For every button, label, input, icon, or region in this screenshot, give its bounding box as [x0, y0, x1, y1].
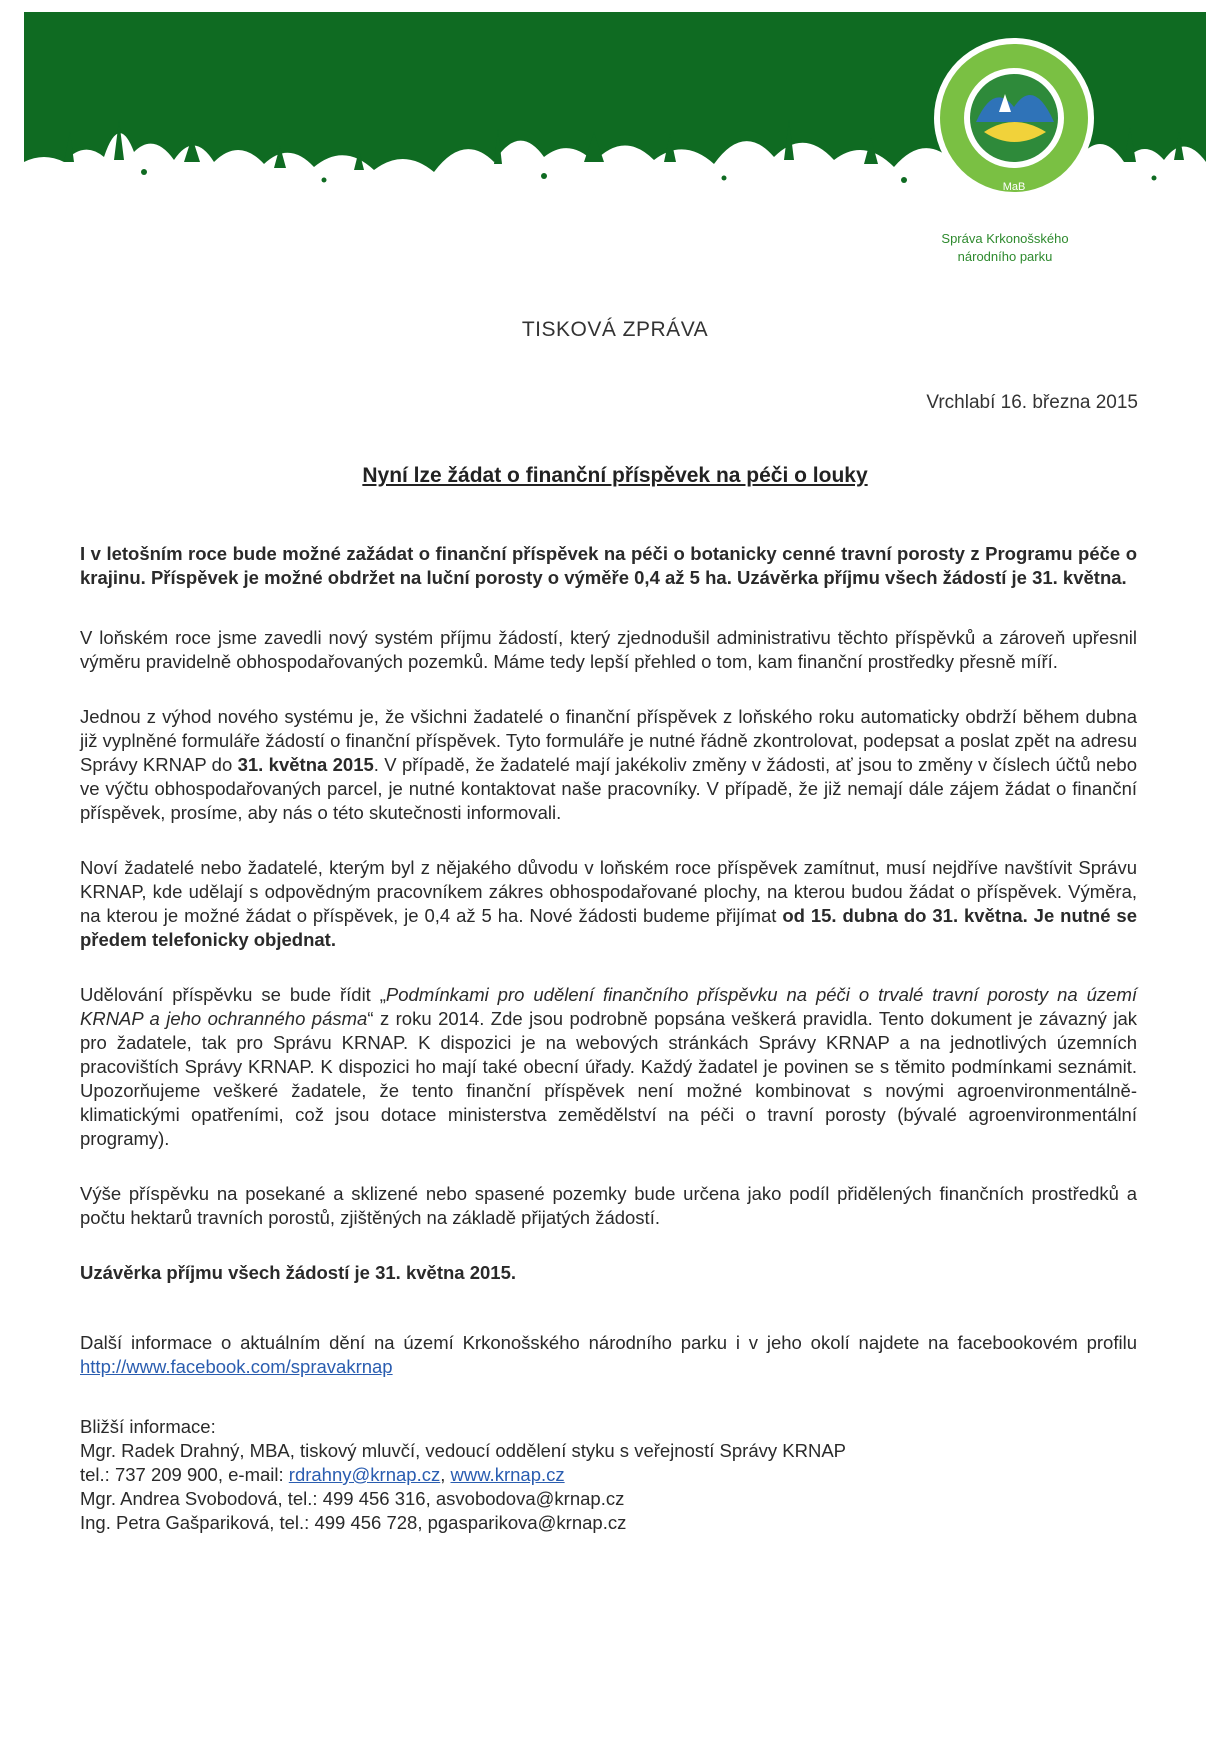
paragraph-2-date: 31. května 2015: [237, 754, 374, 775]
document-title: TISKOVÁ ZPRÁVA: [521, 318, 709, 341]
more-info-paragraph: [80, 1331, 1137, 1379]
paragraph-4: [80, 983, 1137, 1151]
website-link[interactable]: www.krnap.cz: [450, 1464, 565, 1485]
svg-text:MaB: MaB: [1002, 181, 1026, 193]
org-name-line2: národního parku: [957, 249, 1053, 264]
paragraph-3-text-a: Noví žadatelé nebo žadatelé, kterým byl z nějakého důvodu v loňském roce příspěvek zamítnut, musí nejdříve navštívit Správu KRNAP, kde udělají s odpovědným pracovníkem zákres obhospodařované plochy, na kterou budou žádat o příspěvek. Výměra, na kterou je možné žádat o příspěvek, je 0,4 až 5 ha. Nové žádosti budeme přijímat: [80, 857, 1137, 926]
paragraph-2: [80, 705, 1137, 825]
facebook-link[interactable]: http://www.facebook.com/spravakrnap: [80, 1356, 393, 1377]
contacts-block: [80, 1415, 1137, 1535]
more-info-text: Další informace o aktuálním dění na území Krkonošského národního parku i v jeho okolí najdete na facebookovém profilu: [80, 1332, 1137, 1353]
contact-phone: tel.: 737 209 900, e-mail:: [80, 1464, 289, 1485]
paragraph-3-bold: od 15. dubna do 31. května. Je nutné se předem telefonicky objednat.: [80, 905, 1137, 950]
paragraph-4-italic: Podmínkami pro udělení finančního příspěvku na péči o trvalé travní porosty na území KRNAP a jeho ochranného pásma: [80, 984, 1137, 1029]
paragraph-3: [80, 856, 1137, 952]
paragraph-5: Výše příspěvku na posekané a sklizené nebo spasené pozemky bude určena jako podíl přidělených finančních prostředků a počtu hektarů travních porostů, zjištěných na základě přijatých žádostí.: [80, 1183, 1137, 1228]
lead-paragraph: I v letošním roce bude možné zažádat o finanční příspěvek na péči o botanicky cenné travní porosty z Programu péče o krajinu. Příspěvek je možné obdržet na luční porosty o výměře 0,4 až 5 ha. Uzávěrka příjmu všech žádostí je 31. května.: [80, 543, 1137, 588]
contact-separator: ,: [440, 1464, 451, 1485]
paragraph-4-text-a: Udělování příspěvku se bude řídit „: [80, 984, 386, 1005]
contact-line-3: Mgr. Andrea Svobodová, tel.: 499 456 316, asvobodova@krnap.cz: [80, 1488, 625, 1509]
contact-line-1: Mgr. Radek Drahný, MBA, tiskový mluvčí, vedoucí oddělení styku s veřejností Správy KRNAP: [80, 1440, 846, 1461]
paragraph-4-text-b: “ z roku 2014. Zde jsou podrobně popsána veškerá pravidla. Tento dokument je závazný jak pro žadatele, tak pro Správu KRNAP. K dispozici je na webových stránkách Správy KRNAP a na jednotlivých územních pracovištích Správy KRNAP. K dispozici ho mají také obecní úřady. Každý žadatel je povinen se s těmito podmínkami seznámit. Upozorňujeme veškeré žadatele, že tento finanční příspěvek není možné kombinovat s novými agroenvironmentálně-klimatickými opatřeními, což jsou dotace ministerstva zemědělství na péči o travní porosty (bývalé agroenvironmentální programy).: [80, 1008, 1138, 1149]
contacts-heading: Bližší informace:: [80, 1416, 216, 1437]
paragraph-1: V loňském roce jsme zavedli nový systém příjmu žádostí, který zjednodušil administrativu těchto příspěvků a zároveň upřesnil výměru pravidelně obhospodařovaných pozemků. Máme tedy lepší přehled o tom, kam finanční prostředky přesně míří.: [80, 627, 1137, 672]
paragraph-2-text-b: . V případě, že žadatelé mají jakékoliv změny v žádosti, ať jsou to změny v číslech účtů nebo ve výčtu obhospodařovaných parcel, je nutné kontaktovat naše pracovníky. V případě, že již nemají dále zájem žádat o finanční příspěvek, prosíme, aby nás o této skutečnosti informovali.: [80, 754, 1137, 823]
org-name-line1: Správa Krkonošského: [941, 231, 1069, 246]
contact-line-4: Ing. Petra Gašpariková, tel.: 499 456 728, pgasparikova@krnap.cz: [80, 1512, 627, 1533]
date-line: Vrchlabí 16. března 2015: [926, 392, 1138, 413]
article-body: [80, 542, 1137, 1535]
paragraph-2-text-a: Jednou z výhod nového systému je, že všichni žadatelé o finanční příspěvek z loňského roku automaticky obdrží během dubna již vyplněné formuláře žádostí o finanční příspěvek. Tyto formuláře je nutné řádně zkontrolovat, podepsat a poslat zpět na adresu Správy KRNAP do: [80, 706, 1137, 775]
organization-name: [900, 230, 1110, 266]
header-banner: [24, 12, 1206, 194]
krnap-logo: [934, 38, 1094, 194]
contact-line-2: [80, 1463, 1137, 1487]
deadline-notice: Uzávěrka příjmu všech žádostí je 31. května 2015.: [80, 1262, 517, 1283]
email-link[interactable]: rdrahny@krnap.cz: [288, 1464, 441, 1485]
headline: Nyní lze žádat o finanční příspěvek na péči o louky: [362, 464, 868, 487]
